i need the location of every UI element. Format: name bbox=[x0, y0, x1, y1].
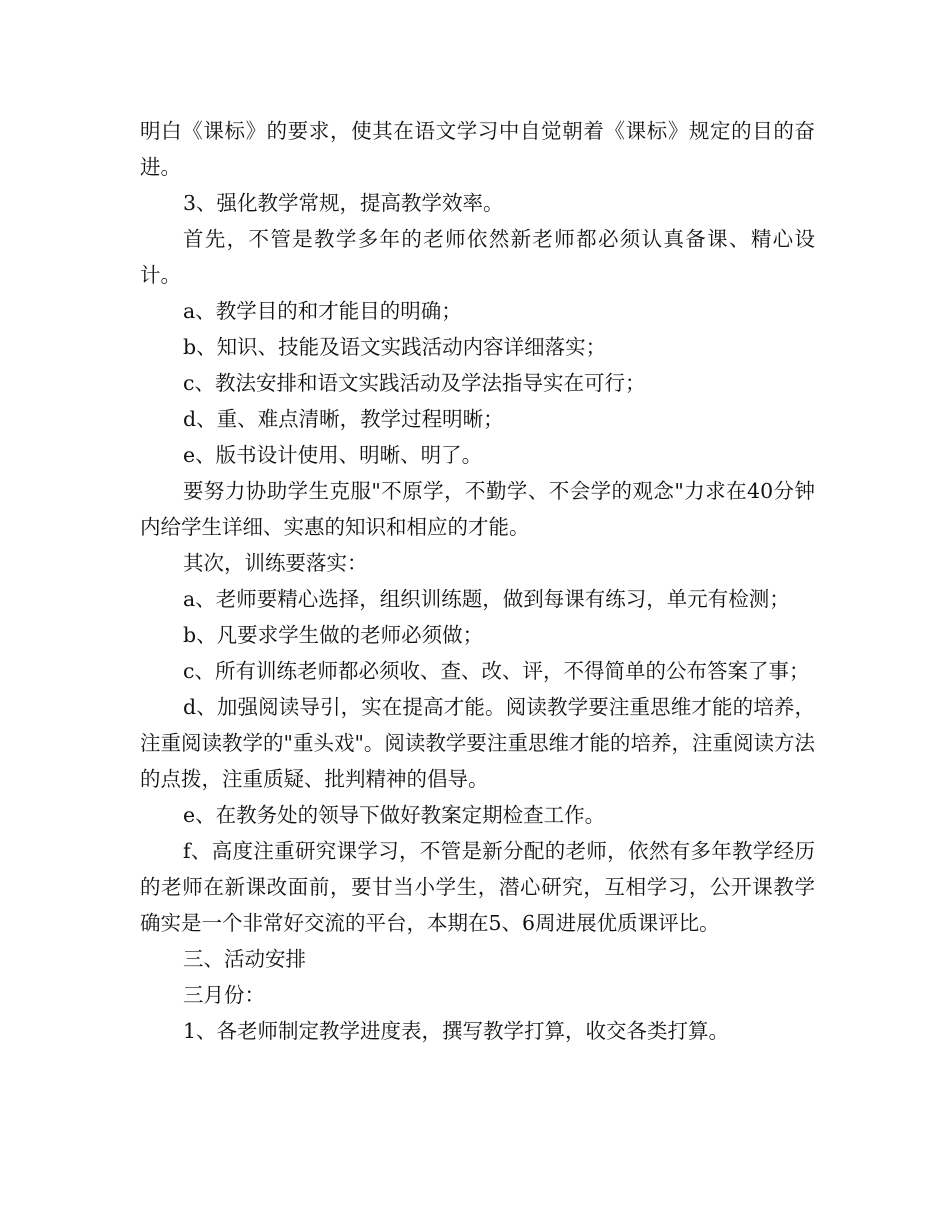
training-item-d: d、加强阅读导引，实在提高才能。阅读教学要注重思维才能的培养，注重阅读教学的"重头戏"。阅读教学要注重思维才能的培养，注重阅读方法的点拨，注重质疑、批判精神的倡导。 bbox=[140, 695, 815, 791]
training-item-e: e、在教务处的领导下做好教案定期检查工作。 bbox=[183, 803, 606, 827]
paragraph-heading-3: 3、强化教学常规，提高教学效率。 bbox=[183, 191, 504, 215]
list-item-c: c、教法安排和语文实践活动及学法指导实在可行； bbox=[183, 371, 646, 395]
paragraph-continuation: 明白《课标》的要求，使其在语文学习中自觉朝着《课标》规定的目的奋进。 bbox=[140, 119, 815, 179]
paragraph-first: 首先，不管是教学多年的老师依然新老师都必须认真备课、精心设计。 bbox=[140, 227, 815, 287]
month-heading-march: 三月份： bbox=[183, 983, 265, 1007]
training-item-c: c、所有训练老师都必须收、查、改、评，不得简单的公布答案了事； bbox=[183, 659, 810, 683]
march-item-1: 1、各老师制定教学进度表，撰写教学打算，收交各类打算。 bbox=[183, 1019, 730, 1043]
training-item-a: a、老师要精心选择，组织训练题，做到每课有练习，单元有检测； bbox=[183, 587, 790, 611]
section-heading-activities: 三、活动安排 bbox=[183, 947, 306, 971]
list-item-d: d、重、难点清晰，教学过程明晰； bbox=[183, 407, 504, 431]
training-item-f: f、高度注重研究课学习，不管是新分配的老师，依然有多年教学经历的老师在新课改面前，要甘当小学生，潜心研究，互相学习，公开课教学确实是一个非常好交流的平台，本期在5、6周进展优质课评比。 bbox=[140, 839, 815, 935]
list-item-b: b、知识、技能及语文实践活动内容详细落实； bbox=[183, 335, 607, 359]
list-item-e: e、版书设计使用、明晰、明了。 bbox=[183, 443, 483, 467]
paragraph-second: 其次，训练要落实： bbox=[183, 551, 368, 575]
paragraph-help-students: 要努力协助学生克服"不原学，不勤学、不会学的观念"力求在40分钟内给学生详细、实惠的知识和相应的才能。 bbox=[140, 479, 815, 539]
list-item-a: a、教学目的和才能目的明确； bbox=[183, 299, 462, 323]
training-item-b: b、凡要求学生做的老师必须做； bbox=[183, 623, 484, 647]
document-body bbox=[140, 113, 815, 1049]
